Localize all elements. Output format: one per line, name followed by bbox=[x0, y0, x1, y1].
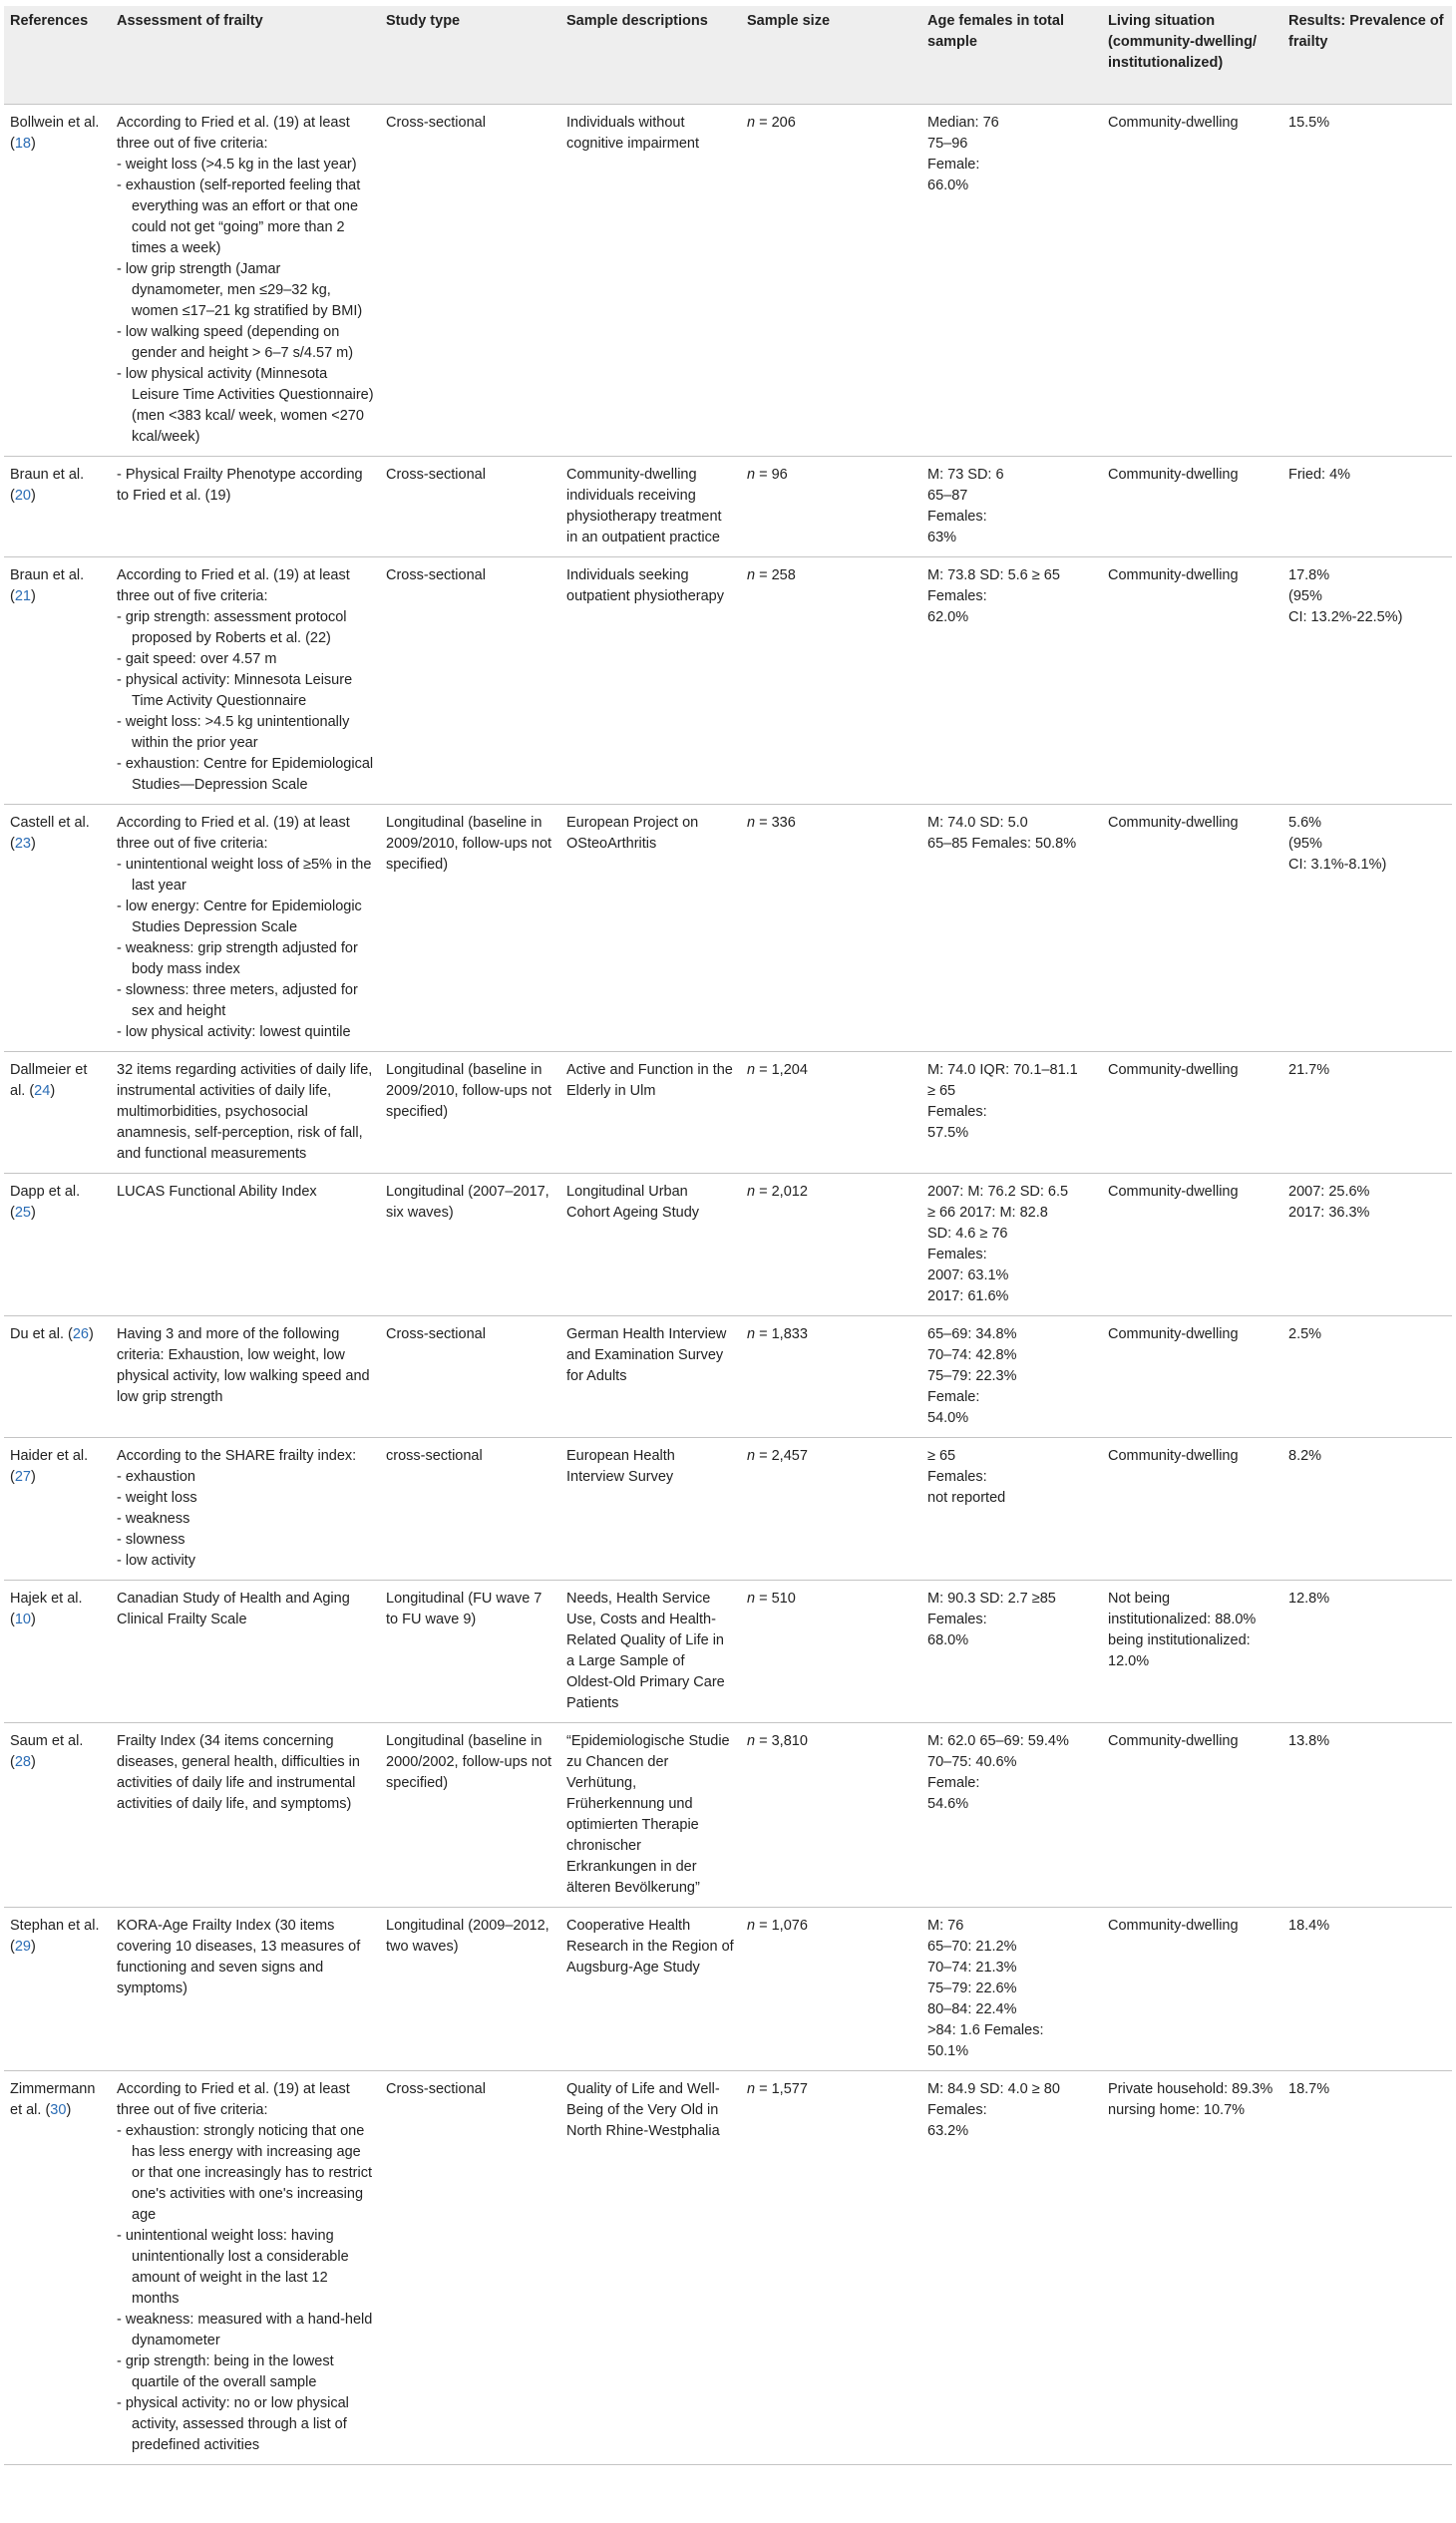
cell-sample-size bbox=[741, 1174, 921, 1316]
sample-size-symbol: n bbox=[747, 1448, 756, 1464]
study-type: Longitudinal (baseline in 2000/2002, follow-ups not specified) bbox=[386, 1733, 552, 1791]
study-type: Cross-sectional bbox=[386, 2081, 486, 2097]
cell-age-females bbox=[921, 1908, 1102, 2071]
study-type: Cross-sectional bbox=[386, 467, 486, 483]
cell-assessment bbox=[111, 2071, 380, 2465]
prevalence-result: 2.5% bbox=[1288, 1326, 1322, 1342]
cell-living-situation bbox=[1102, 1316, 1282, 1438]
assessment-intro: Frailty Index (34 items concerning diseases, general health, difficulties in activities of daily life and instrumental activities of daily life, and symptoms) bbox=[117, 1733, 360, 1812]
living-situation: Community-dwelling bbox=[1108, 1062, 1239, 1078]
cell-reference bbox=[4, 1052, 111, 1174]
prevalence-result: 2007: 25.6% 2017: 36.3% bbox=[1288, 1184, 1370, 1221]
living-situation: Community-dwelling bbox=[1108, 1918, 1239, 1934]
cell-reference bbox=[4, 2071, 111, 2465]
table-row bbox=[4, 1438, 1452, 1581]
cell-age-females bbox=[921, 105, 1102, 457]
assessment-criterion: - weight loss bbox=[117, 1490, 197, 1506]
reference-number: 23 bbox=[14, 836, 31, 852]
cell-study-type bbox=[380, 1316, 560, 1438]
living-situation: Community-dwelling bbox=[1108, 1326, 1239, 1342]
table-row bbox=[4, 1908, 1452, 2071]
study-type: Cross-sectional bbox=[386, 115, 486, 131]
cell-sample-description bbox=[560, 1723, 741, 1908]
assessment-intro: According to Fried et al. (19) at least three out of five criteria: bbox=[117, 115, 350, 152]
sample-size-symbol: n bbox=[747, 115, 756, 131]
sample-description: Cooperative Health Research in the Region of Augsburg-Age Study bbox=[566, 1918, 734, 1976]
cell-prevalence bbox=[1282, 1438, 1452, 1581]
living-situation: Community-dwelling bbox=[1108, 115, 1239, 131]
cell-prevalence bbox=[1282, 1316, 1452, 1438]
sample-size-symbol: n bbox=[747, 1591, 756, 1607]
sample-size-symbol: n bbox=[747, 1918, 756, 1934]
reference-close: ) bbox=[50, 1083, 56, 1099]
column-header: Results: Prevalence of frailty bbox=[1288, 13, 1444, 50]
assessment-intro: Having 3 and more of the following criteria: Exhaustion, low weight, low physical activity, low walking speed and low grip strength bbox=[117, 1326, 370, 1405]
cell-study-type bbox=[380, 1438, 560, 1581]
reference-close: ) bbox=[66, 2102, 72, 2118]
frailty-prevalence-table bbox=[4, 6, 1452, 2465]
table-row bbox=[4, 1723, 1452, 1908]
assessment-intro: Canadian Study of Health and Aging Clinical Frailty Scale bbox=[117, 1591, 350, 1627]
assessment-intro: According to Fried et al. (19) at least three out of five criteria: bbox=[117, 2081, 350, 2118]
cell-living-situation bbox=[1102, 457, 1282, 557]
cell-age-females bbox=[921, 1581, 1102, 1723]
cell-reference bbox=[4, 1438, 111, 1581]
header-row bbox=[4, 6, 1452, 105]
living-situation: Not being institutionalized: 88.0% being institutionalized: 12.0% bbox=[1108, 1591, 1257, 1669]
cell-sample-description bbox=[560, 1174, 741, 1316]
sample-description: Quality of Life and Well-Being of the Very Old in North Rhine-Westphalia bbox=[566, 2081, 720, 2139]
prevalence-result: 17.8% (95% CI: 13.2%-22.5%) bbox=[1288, 567, 1403, 625]
reference-author: Braun et al. ( bbox=[10, 467, 85, 504]
assessment-intro: According to Fried et al. (19) at least three out of five criteria: bbox=[117, 815, 350, 852]
living-situation: Community-dwelling bbox=[1108, 1448, 1239, 1464]
cell-assessment bbox=[111, 1908, 380, 2071]
living-situation: Community-dwelling bbox=[1108, 815, 1239, 831]
column-header: References bbox=[10, 13, 89, 29]
cell-assessment bbox=[111, 1174, 380, 1316]
sample-size-value: = 336 bbox=[755, 815, 796, 831]
reference-number: 10 bbox=[14, 1612, 31, 1627]
reference-close: ) bbox=[89, 1326, 94, 1342]
study-type: cross-sectional bbox=[386, 1448, 483, 1464]
assessment-criterion: - low walking speed (depending on gender and height > 6–7 s/4.57 m) bbox=[117, 324, 354, 361]
assessment-criterion: - grip strength: being in the lowest quartile of the overall sample bbox=[117, 2353, 334, 2390]
cell-living-situation bbox=[1102, 1052, 1282, 1174]
sample-size-value: = 1,076 bbox=[755, 1918, 808, 1934]
assessment-intro: LUCAS Functional Ability Index bbox=[117, 1184, 317, 1200]
reference-number: 30 bbox=[50, 2102, 67, 2118]
cell-age-females bbox=[921, 1174, 1102, 1316]
table-header bbox=[4, 6, 1452, 105]
age-females: M: 74.0 SD: 5.0 65–85 Females: 50.8% bbox=[927, 815, 1077, 852]
cell-reference bbox=[4, 105, 111, 457]
cell-reference bbox=[4, 805, 111, 1052]
cell-age-females bbox=[921, 1438, 1102, 1581]
cell-prevalence bbox=[1282, 1174, 1452, 1316]
reference-author: Braun et al. ( bbox=[10, 567, 85, 604]
sample-size-symbol: n bbox=[747, 1326, 756, 1342]
age-females: M: 76 65–70: 21.2% 70–74: 21.3% 75–79: 22.6% 80–84: 22.4% >84: 1.6 Females: 50.1% bbox=[927, 1918, 1044, 2059]
table-row bbox=[4, 805, 1452, 1052]
cell-assessment bbox=[111, 1316, 380, 1438]
cell-living-situation bbox=[1102, 1581, 1282, 1723]
sample-size-symbol: n bbox=[747, 1062, 756, 1078]
cell-reference bbox=[4, 1723, 111, 1908]
age-females: M: 73 SD: 6 65–87 Females: 63% bbox=[927, 467, 1004, 545]
cell-living-situation bbox=[1102, 1723, 1282, 1908]
sample-description: Longitudinal Urban Cohort Ageing Study bbox=[566, 1184, 700, 1221]
cell-assessment bbox=[111, 1438, 380, 1581]
table-row bbox=[4, 1316, 1452, 1438]
sample-size-value: = 1,577 bbox=[755, 2081, 808, 2097]
cell-prevalence bbox=[1282, 557, 1452, 805]
prevalence-result: Fried: 4% bbox=[1288, 467, 1351, 483]
age-females: ≥ 65 Females: not reported bbox=[927, 1448, 1006, 1506]
cell-sample-size bbox=[741, 557, 921, 805]
assessment-criterion: - weakness: measured with a hand-held dynamometer bbox=[117, 2312, 373, 2348]
assessment-criterion: - slowness: three meters, adjusted for sex and height bbox=[117, 982, 358, 1019]
cell-living-situation bbox=[1102, 805, 1282, 1052]
reference-close: ) bbox=[30, 588, 36, 604]
cell-living-situation bbox=[1102, 105, 1282, 457]
table-body bbox=[4, 105, 1452, 2465]
cell-sample-size bbox=[741, 1438, 921, 1581]
cell-living-situation bbox=[1102, 1908, 1282, 2071]
living-situation: Community-dwelling bbox=[1108, 567, 1239, 583]
assessment-criterion: - low energy: Centre for Epidemiologic Studies Depression Scale bbox=[117, 899, 362, 935]
assessment-intro: According to the SHARE frailty index: bbox=[117, 1448, 357, 1464]
cell-age-females bbox=[921, 1723, 1102, 1908]
cell-reference bbox=[4, 1316, 111, 1438]
assessment-criterion: - grip strength: assessment protocol proposed by Roberts et al. (22) bbox=[117, 609, 347, 646]
reference-close: ) bbox=[30, 1612, 36, 1627]
sample-size-value: = 206 bbox=[755, 115, 796, 131]
reference-number: 25 bbox=[14, 1205, 31, 1221]
age-females: M: 84.9 SD: 4.0 ≥ 80 Females: 63.2% bbox=[927, 2081, 1060, 2139]
reference-number: 24 bbox=[34, 1083, 51, 1099]
cell-age-females bbox=[921, 1316, 1102, 1438]
cell-study-type bbox=[380, 1581, 560, 1723]
age-females: M: 90.3 SD: 2.7 ≥85 Females: 68.0% bbox=[927, 1591, 1056, 1648]
sample-size-value: = 1,204 bbox=[755, 1062, 808, 1078]
sample-description: European Health Interview Survey bbox=[566, 1448, 675, 1485]
study-type: Longitudinal (2007–2017, six waves) bbox=[386, 1184, 549, 1221]
age-females: 65–69: 34.8% 70–74: 42.8% 75–79: 22.3% Female: 54.0% bbox=[927, 1326, 1017, 1426]
sample-size-symbol: n bbox=[747, 1184, 756, 1200]
cell-sample-description bbox=[560, 1316, 741, 1438]
assessment-criterion: - low activity bbox=[117, 1553, 195, 1569]
table-row bbox=[4, 1174, 1452, 1316]
prevalence-result: 18.7% bbox=[1288, 2081, 1330, 2097]
reference-author: Haider et al. ( bbox=[10, 1448, 89, 1485]
sample-description: European Project on OSteoArthritis bbox=[566, 815, 699, 852]
cell-prevalence bbox=[1282, 1908, 1452, 2071]
cell-living-situation bbox=[1102, 1438, 1282, 1581]
column-header: Living situation (community-dwelling/ institutionalized) bbox=[1108, 13, 1258, 71]
assessment-intro: According to Fried et al. (19) at least three out of five criteria: bbox=[117, 567, 350, 604]
cell-prevalence bbox=[1282, 105, 1452, 457]
prevalence-result: 5.6% (95% CI: 3.1%-8.1%) bbox=[1288, 815, 1387, 873]
assessment-intro: 32 items regarding activities of daily life, instrumental activities of daily life, multimorbidities, psychosocial anamnesis, self-perception, risk of fall, and functional measurements bbox=[117, 1062, 373, 1162]
assessment-criterion: - slowness bbox=[117, 1532, 185, 1548]
sample-description: Individuals seeking outpatient physiotherapy bbox=[566, 567, 724, 604]
reference-author: Bollwein et al. ( bbox=[10, 115, 100, 152]
cell-sample-size bbox=[741, 1052, 921, 1174]
reference-author: Zimmermann et al. ( bbox=[10, 2081, 96, 2118]
prevalence-result: 13.8% bbox=[1288, 1733, 1330, 1749]
living-situation: Community-dwelling bbox=[1108, 1184, 1239, 1200]
reference-number: 29 bbox=[14, 1939, 31, 1955]
prevalence-result: 18.4% bbox=[1288, 1918, 1330, 1934]
cell-study-type bbox=[380, 1052, 560, 1174]
reference-author: Hajek et al. ( bbox=[10, 1591, 83, 1627]
assessment-criterion: - weakness bbox=[117, 1511, 190, 1527]
cell-study-type bbox=[380, 457, 560, 557]
cell-sample-size bbox=[741, 1908, 921, 2071]
cell-sample-size bbox=[741, 1581, 921, 1723]
assessment-intro: KORA-Age Frailty Index (30 items covering 10 diseases, 13 measures of functioning and seven signs and symptoms) bbox=[117, 1918, 361, 1996]
column-header: Sample descriptions bbox=[566, 13, 708, 29]
sample-size-value: = 96 bbox=[755, 467, 788, 483]
cell-study-type bbox=[380, 105, 560, 457]
cell-age-females bbox=[921, 2071, 1102, 2465]
assessment-criterion: - weakness: grip strength adjusted for body mass index bbox=[117, 940, 358, 977]
assessment-criterion: - physical activity: no or low physical activity, assessed through a list of predefined activities bbox=[117, 2395, 349, 2453]
cell-prevalence bbox=[1282, 1581, 1452, 1723]
reference-close: ) bbox=[30, 1205, 36, 1221]
cell-assessment bbox=[111, 457, 380, 557]
cell-sample-description bbox=[560, 457, 741, 557]
assessment-criterion: - gait speed: over 4.57 m bbox=[117, 651, 277, 667]
assessment-criterion: - unintentional weight loss: having unintentionally lost a considerable amount of weight in the last 12 months bbox=[117, 2228, 349, 2307]
reference-close: ) bbox=[30, 836, 36, 852]
cell-study-type bbox=[380, 805, 560, 1052]
cell-reference bbox=[4, 457, 111, 557]
column-header: Age females in total sample bbox=[927, 13, 1064, 50]
cell-study-type bbox=[380, 1174, 560, 1316]
sample-size-symbol: n bbox=[747, 2081, 756, 2097]
cell-age-females bbox=[921, 557, 1102, 805]
reference-author: Dallmeier et al. ( bbox=[10, 1062, 88, 1099]
assessment-criterion: - exhaustion: Centre for Epidemiological Studies—Depression Scale bbox=[117, 756, 374, 793]
cell-sample-description bbox=[560, 2071, 741, 2465]
cell-prevalence bbox=[1282, 805, 1452, 1052]
table-row bbox=[4, 2071, 1452, 2465]
cell-reference bbox=[4, 1581, 111, 1723]
column-header: Sample size bbox=[747, 13, 831, 29]
cell-sample-description bbox=[560, 1052, 741, 1174]
prevalence-result: 8.2% bbox=[1288, 1448, 1322, 1464]
study-type: Cross-sectional bbox=[386, 1326, 486, 1342]
sample-size-symbol: n bbox=[747, 815, 756, 831]
sample-size-value: = 510 bbox=[755, 1591, 796, 1607]
cell-age-females bbox=[921, 457, 1102, 557]
reference-author: Stephan et al. ( bbox=[10, 1918, 100, 1955]
reference-number: 20 bbox=[14, 488, 31, 504]
sample-size-value: = 3,810 bbox=[755, 1733, 808, 1749]
cell-prevalence bbox=[1282, 1052, 1452, 1174]
assessment-criterion: - low physical activity: lowest quintile bbox=[117, 1024, 351, 1040]
cell-reference bbox=[4, 1908, 111, 2071]
living-situation: Community-dwelling bbox=[1108, 467, 1239, 483]
reference-author: Castell et al. ( bbox=[10, 815, 90, 852]
cell-study-type bbox=[380, 1723, 560, 1908]
cell-sample-description bbox=[560, 1438, 741, 1581]
age-females: M: 74.0 IQR: 70.1–81.1 ≥ 65 Females: 57.5% bbox=[927, 1062, 1078, 1141]
sample-size-value: = 2,457 bbox=[755, 1448, 808, 1464]
study-type: Cross-sectional bbox=[386, 567, 486, 583]
sample-size-symbol: n bbox=[747, 467, 756, 483]
reference-close: ) bbox=[30, 1754, 36, 1770]
age-females: M: 62.0 65–69: 59.4% 70–75: 40.6% Female: 54.6% bbox=[927, 1733, 1069, 1812]
table-row bbox=[4, 105, 1452, 457]
sample-size-value: = 1,833 bbox=[755, 1326, 808, 1342]
cell-sample-description bbox=[560, 557, 741, 805]
reference-number: 27 bbox=[14, 1469, 31, 1485]
cell-reference bbox=[4, 1174, 111, 1316]
reference-close: ) bbox=[30, 136, 36, 152]
cell-age-females bbox=[921, 805, 1102, 1052]
living-situation: Private household: 89.3% nursing home: 10.7% bbox=[1108, 2081, 1274, 2118]
study-type: Longitudinal (2009–2012, two waves) bbox=[386, 1918, 549, 1955]
living-situation: Community-dwelling bbox=[1108, 1733, 1239, 1749]
assessment-criterion: - low grip strength (Jamar dynamometer, men ≤29–32 kg, women ≤17–21 kg stratified by BMI) bbox=[117, 261, 363, 319]
study-type: Longitudinal (FU wave 7 to FU wave 9) bbox=[386, 1591, 543, 1627]
cell-study-type bbox=[380, 557, 560, 805]
cell-assessment bbox=[111, 1581, 380, 1723]
cell-sample-size bbox=[741, 1316, 921, 1438]
reference-close: ) bbox=[30, 488, 36, 504]
sample-size-value: = 258 bbox=[755, 567, 796, 583]
assessment-criterion: - unintentional weight loss of ≥5% in the last year bbox=[117, 857, 372, 894]
cell-assessment bbox=[111, 557, 380, 805]
prevalence-result: 12.8% bbox=[1288, 1591, 1330, 1607]
assessment-criterion: - weight loss (>4.5 kg in the last year) bbox=[117, 157, 357, 173]
prevalence-result: 15.5% bbox=[1288, 115, 1330, 131]
reference-author: Dapp et al. ( bbox=[10, 1184, 81, 1221]
reference-author: Saum et al. ( bbox=[10, 1733, 84, 1770]
sample-description: Needs, Health Service Use, Costs and Health-Related Quality of Life in a Large Sample of Oldest-Old Primary Care Patients bbox=[566, 1591, 725, 1711]
cell-assessment bbox=[111, 1723, 380, 1908]
assessment-criterion: - low physical activity (Minnesota Leisure Time Activities Questionnaire) (men <383 kcal/ week, women <270 kcal/week) bbox=[117, 366, 374, 445]
cell-sample-size bbox=[741, 2071, 921, 2465]
column-header: Assessment of frailty bbox=[117, 13, 263, 29]
cell-sample-size bbox=[741, 457, 921, 557]
reference-close: ) bbox=[30, 1939, 36, 1955]
age-females: Median: 76 75–96 Female: 66.0% bbox=[927, 115, 999, 193]
reference-number: 18 bbox=[14, 136, 31, 152]
table-row bbox=[4, 557, 1452, 805]
cell-living-situation bbox=[1102, 2071, 1282, 2465]
cell-assessment bbox=[111, 1052, 380, 1174]
cell-sample-description bbox=[560, 1581, 741, 1723]
assessment-criterion: - physical activity: Minnesota Leisure Time Activity Questionnaire bbox=[117, 672, 353, 709]
cell-sample-description bbox=[560, 805, 741, 1052]
cell-sample-size bbox=[741, 105, 921, 457]
cell-sample-description bbox=[560, 1908, 741, 2071]
sample-description: Community-dwelling individuals receiving physiotherapy treatment in an outpatient practice bbox=[566, 467, 722, 545]
cell-study-type bbox=[380, 1908, 560, 2071]
sample-description: Active and Function in the Elderly in Ulm bbox=[566, 1062, 733, 1099]
cell-prevalence bbox=[1282, 2071, 1452, 2465]
reference-number: 28 bbox=[14, 1754, 31, 1770]
study-type: Longitudinal (baseline in 2009/2010, follow-ups not specified) bbox=[386, 1062, 552, 1120]
study-type: Longitudinal (baseline in 2009/2010, follow-ups not specified) bbox=[386, 815, 552, 873]
assessment-criterion: - exhaustion: strongly noticing that one has less energy with increasing age or that one increasingly has to restrict one's activities with one's increasing age bbox=[117, 2123, 372, 2223]
table-row bbox=[4, 1581, 1452, 1723]
assessment-criterion: - weight loss: >4.5 kg unintentionally within the prior year bbox=[117, 714, 350, 751]
assessment-intro: - Physical Frailty Phenotype according to Fried et al. (19) bbox=[117, 467, 363, 504]
cell-sample-size bbox=[741, 1723, 921, 1908]
cell-prevalence bbox=[1282, 1723, 1452, 1908]
prevalence-result: 21.7% bbox=[1288, 1062, 1330, 1078]
sample-description: German Health Interview and Examination Survey for Adults bbox=[566, 1326, 727, 1384]
column-header: Study type bbox=[386, 13, 461, 29]
cell-living-situation bbox=[1102, 557, 1282, 805]
assessment-criterion: - exhaustion bbox=[117, 1469, 195, 1485]
sample-description: Individuals without cognitive impairment bbox=[566, 115, 699, 152]
cell-assessment bbox=[111, 105, 380, 457]
cell-living-situation bbox=[1102, 1174, 1282, 1316]
sample-size-symbol: n bbox=[747, 1733, 756, 1749]
reference-number: 21 bbox=[14, 588, 31, 604]
sample-size-symbol: n bbox=[747, 567, 756, 583]
table-row bbox=[4, 1052, 1452, 1174]
cell-reference bbox=[4, 557, 111, 805]
sample-size-value: = 2,012 bbox=[755, 1184, 808, 1200]
cell-study-type bbox=[380, 2071, 560, 2465]
cell-assessment bbox=[111, 805, 380, 1052]
assessment-criterion: - exhaustion (self-reported feeling that everything was an effort or that one could not get “going” more than 2 times a week) bbox=[117, 178, 361, 256]
table-row bbox=[4, 457, 1452, 557]
cell-sample-description bbox=[560, 105, 741, 457]
sample-description: “Epidemiologische Studie zu Chancen der Verhütung, Früherkennung und optimierten Therapie chronischer Erkrankungen in der älteren Bevölkerung” bbox=[566, 1733, 730, 1896]
cell-sample-size bbox=[741, 805, 921, 1052]
reference-number: 26 bbox=[72, 1326, 89, 1342]
reference-author: Du et al. ( bbox=[10, 1326, 73, 1342]
age-females: 2007: M: 76.2 SD: 6.5 ≥ 66 2017: M: 82.8 SD: 4.6 ≥ 76 Females: 2007: 63.1% 2017: 61.6% bbox=[927, 1184, 1069, 1304]
cell-prevalence bbox=[1282, 457, 1452, 557]
age-females: M: 73.8 SD: 5.6 ≥ 65 Females: 62.0% bbox=[927, 567, 1060, 625]
reference-close: ) bbox=[30, 1469, 36, 1485]
cell-age-females bbox=[921, 1052, 1102, 1174]
